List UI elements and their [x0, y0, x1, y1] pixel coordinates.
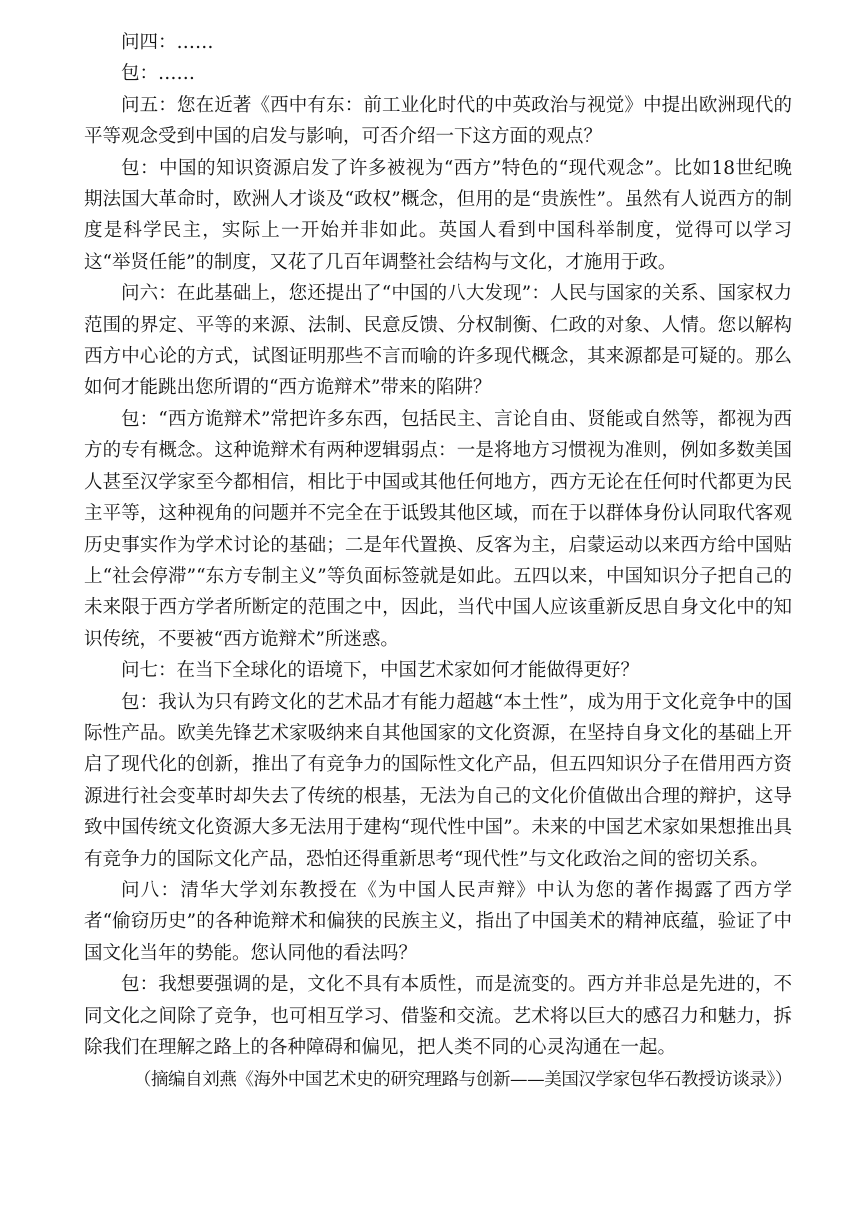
- interview-text: [84, 27, 792, 1097]
- source-citation: （摘编自刘燕《海外中国艺术史的研究理路与创新——美国汉学家包华石教授访谈录》）: [133, 1070, 792, 1091]
- answer-8: 包：我想要强调的是，文化不具有本质性，而是流变的。西方并非总是先进的，不同文化之间除了竞争，也可相互学习、借鉴和交流。艺术将以巨大的感召力和魅力，拆除我们在理解之路上的各种障碍和偏见，把人类不同的心灵沟通在一起。: [84, 974, 792, 1058]
- question-7: 问七：在当下全球化的语境下，中国艺术家如何才能做得更好？: [121, 660, 640, 682]
- question-8: 问八：清华大学刘东教授在《为中国人民声辩》中认为您的著作揭露了西方学者“偷窃历史”的各种诡辩术和偏狭的民族主义，指出了中国美术的精神底蕴，验证了中国文化当年的势能。您认同他的看法吗？: [84, 879, 792, 964]
- answer-7: 包：我认为只有跨文化的艺术品才有能力超越“本土性”，成为用于文化竞争中的国际性产品。欧美先锋艺术家吸纳来自其他国家的文化资源，在坚持自身文化的基础上开启了现代化的创新，推出了有竞争力的国际性文化产品，但五四知识分子在借用西方资源进行社会变革时却失去了传统的根基，无法为自己的文化价值做出合理的辩护，这导致中国传统文化资源大多无法用于建构“现代性中国”。未来的中国艺术家如果想推出具有竞争力的国际文化产品，恐怕还得重新思考“现代性”与文化政治之间的密切关系。: [84, 691, 792, 870]
- answer-6: 包：“西方诡辩术”常把许多东西，包括民主、言论自由、贤能或自然等，都视为西方的专有概念。这种诡辩术有两种逻辑弱点：一是将地方习惯视为准则，例如多数美国人甚至汉学家至今都相信，相比于中国或其他任何地方，西方无论在任何时代都更为民主平等，这种视角的问题并不完全在于诋毁其他区域，而在于以群体身份认同取代客观历史事实作为学术讨论的基础；二是年代置换、反客为主，启蒙运动以来西方给中国贴上“社会停滞”“东方专制主义”等负面标签就是如此。五四以来，中国知识分子把自己的未来限于西方学者所断定的范围之中，因此，当代中国人应该重新反思自身文化中的知识传统，不要被“西方诡辩术”所迷惑。: [84, 408, 792, 650]
- question-6: 问六：在此基础上，您还提出了“中国的八大发现”：人民与国家的关系、国家权力范围的界定、平等的来源、法制、民意反馈、分权制衡、仁政的对象、人情。您以解构西方中心论的方式，试图证明那些不言而喻的许多现代概念，其来源都是可疑的。那么如何才能跳出您所谓的“西方诡辩术”带来的陷阱？: [84, 283, 792, 399]
- answer-5: 包：中国的知识资源启发了许多被视为“西方”特色的“现代观念”。比如18世纪晚期法国大革命时，欧洲人才谈及“政权”概念，但用的是“贵族性”。虽然有人说西方的制度是科学民主，实际上一开始并非如此。英国人看到中国科举制度，觉得可以学习这“举贤任能”的制度，又花了几百年调整社会结构与文化，才施用于政。: [84, 157, 792, 273]
- question-4: 问四：……: [121, 32, 214, 53]
- answer-4: 包：……: [121, 63, 196, 85]
- question-5: 问五：您在近著《西中有东：前工业化时代的中英政治与视觉》中提出欧洲现代的平等观念受到中国的启发与影响，可否介绍一下这方面的观点？: [84, 94, 792, 148]
